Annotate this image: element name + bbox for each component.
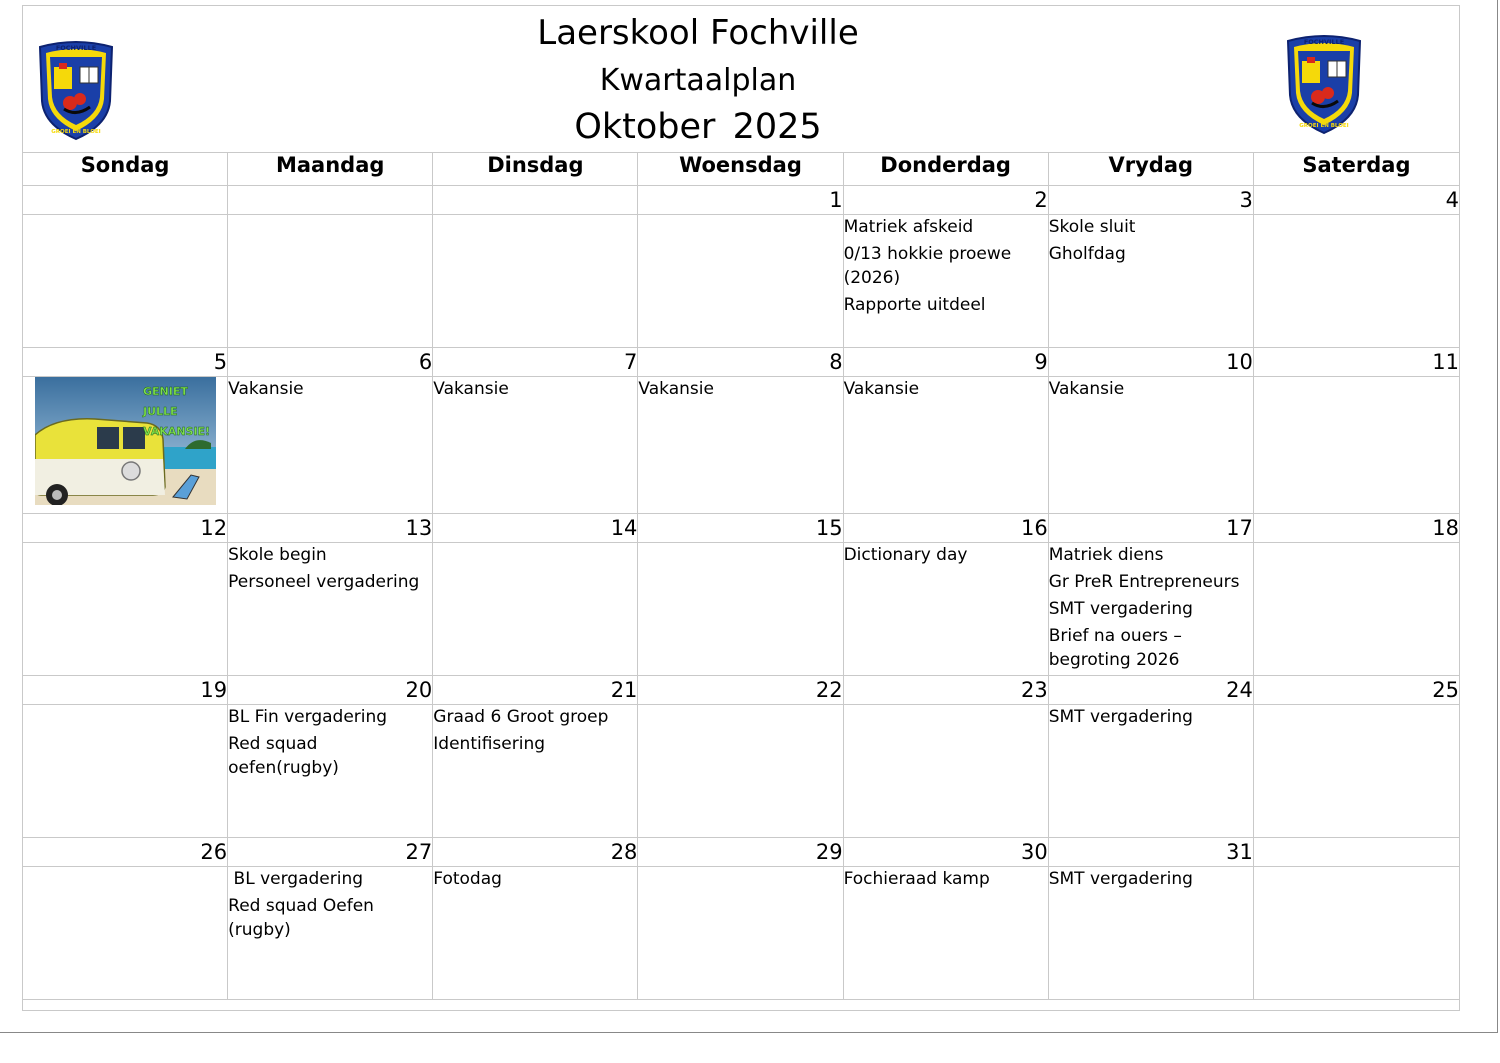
date-row [23,348,1460,377]
weekday-saturday: Saterdag [1253,153,1459,186]
day-events-cell [1048,867,1253,1000]
date-number: 4 [1253,186,1459,215]
weekday-header-row [23,153,1460,186]
date-number [23,186,228,215]
date-number: 15 [638,514,843,543]
day-events-cell [843,867,1048,1000]
calendar-event: Red squad Oefen (rugby) [228,896,380,940]
day-events-cell [638,215,843,348]
vacation-caption: GENIET [143,385,188,398]
calendar-event: Matriek afskeid [843,217,974,237]
calendar-event: Vakansie [1048,379,1125,399]
date-row [23,838,1460,867]
date-number: 23 [843,676,1048,705]
calendar-event: Vakansie [228,379,304,399]
events-row [23,705,1460,838]
date-number [433,186,638,215]
crest-motto: GROEI EN BLOEI [1299,123,1349,129]
date-number: 18 [1253,514,1459,543]
date-number: 25 [1253,676,1459,705]
day-events-cell [228,377,433,514]
day-events-cell [1253,215,1459,348]
day-events-cell [1253,867,1459,1000]
date-number: 19 [23,676,228,705]
day-events-cell [1048,543,1253,676]
date-number: 8 [638,348,843,377]
day-events-cell [433,377,638,514]
calendar-event: SMT vergadering [1048,707,1193,727]
day-events-cell [1253,543,1459,676]
month-title: Oktober 2025 [574,107,822,147]
calendar-event: Fochieraad kamp [843,869,990,889]
events-row [23,215,1460,348]
calendar-event: Red squad oefen(rugby) [228,734,339,778]
calendar-event: Gholfdag [1048,244,1126,264]
calendar-event: Brief na ouers – begroting 2026 [1048,626,1188,670]
date-number: 27 [228,838,433,867]
date-number: 16 [843,514,1048,543]
calendar-event: Vakansie [843,379,920,399]
date-number: 5 [23,348,228,377]
date-number: 3 [1048,186,1253,215]
calendar-event: Identifisering [433,734,546,754]
calendar-event: Graad 6 Groot groep [433,707,609,727]
day-events-cell [843,705,1048,838]
date-number: 17 [1048,514,1253,543]
calendar-event: Matriek diens [1048,545,1164,565]
weekday-sunday: Sondag [23,153,228,186]
day-events-cell [433,705,638,838]
date-row [23,514,1460,543]
date-number: 22 [638,676,843,705]
date-number: 24 [1048,676,1253,705]
vacation-caption: JULLE [143,405,178,418]
date-number: 11 [1253,348,1459,377]
date-number: 14 [433,514,638,543]
weekday-thursday: Donderdag [843,153,1048,186]
date-number: 2 [843,186,1048,215]
weekday-monday: Maandag [228,153,433,186]
calendar-event: BL vergadering [228,869,364,889]
date-number: 12 [23,514,228,543]
date-number: 28 [433,838,638,867]
calendar-event: Gr PreR Entrepreneurs [1048,572,1240,592]
date-number: 6 [228,348,433,377]
vacation-bus-image [35,377,216,505]
date-number: 31 [1048,838,1253,867]
day-events-cell [433,867,638,1000]
day-events-cell [228,543,433,676]
day-events-cell [638,377,843,514]
vacation-caption: VAKANSIE! [143,425,211,438]
calendar-event: Vakansie [433,379,509,399]
day-events-cell [23,215,228,348]
school-crest-logo-right [1284,31,1364,135]
date-number: 26 [23,838,228,867]
calendar-event: BL Fin vergadering [228,707,388,727]
day-events-cell [638,867,843,1000]
day-events-cell [638,705,843,838]
calendar-event: 0/13 hokkie proewe (2026) [843,244,1017,288]
date-number [1253,838,1459,867]
events-row [23,543,1460,676]
day-events-cell [433,215,638,348]
calendar-event: SMT vergadering [1048,599,1193,619]
day-events-cell [23,867,228,1000]
events-row [23,377,1460,514]
date-number: 29 [638,838,843,867]
date-number: 30 [843,838,1048,867]
calendar-event: Skole sluit [1048,217,1136,237]
day-events-cell [843,543,1048,676]
weekday-wednesday: Woensdag [638,153,843,186]
date-number: 10 [1048,348,1253,377]
crest-motto: GROEI EN BLOEI [51,129,101,135]
date-number: 7 [433,348,638,377]
calendar-grid [22,152,1460,1000]
date-number: 20 [228,676,433,705]
day-events-cell [23,705,228,838]
calendar-event: Personeel vergadering [228,572,420,592]
calendar-event: SMT vergadering [1048,869,1193,889]
date-number: 13 [228,514,433,543]
day-events-cell [228,867,433,1000]
day-events-cell [23,543,228,676]
crest-top-text: FOCHVILLE [55,44,97,52]
day-events-cell [1048,377,1253,514]
calendar-event: Skole begin [228,545,327,565]
calendar-event: Rapporte uitdeel [843,295,986,315]
calendar-event: Dictionary day [843,545,968,565]
date-row [23,186,1460,215]
day-events-cell [23,377,228,514]
date-number: 21 [433,676,638,705]
day-events-cell [1048,705,1253,838]
crest-top-text: FOCHVILLE [1303,38,1345,46]
date-number [228,186,433,215]
day-events-cell [433,543,638,676]
day-events-cell [638,543,843,676]
day-events-cell [1048,215,1253,348]
day-events-cell [843,377,1048,514]
calendar-header [22,5,1460,152]
school-crest-logo-left [36,37,116,141]
calendar-event: Fotodag [433,869,502,889]
day-events-cell [228,705,433,838]
weekday-tuesday: Dinsdag [433,153,638,186]
plan-title: Kwartaalplan [599,63,797,98]
date-row [23,676,1460,705]
weekday-friday: Vrydag [1048,153,1253,186]
calendar-event: Vakansie [638,379,714,399]
events-row [23,867,1460,1000]
school-name: Laerskool Fochville [537,13,859,53]
date-number: 1 [638,186,843,215]
day-events-cell [1253,377,1459,514]
day-events-cell [228,215,433,348]
day-events-cell [843,215,1048,348]
date-number: 9 [843,348,1048,377]
day-events-cell [1253,705,1459,838]
